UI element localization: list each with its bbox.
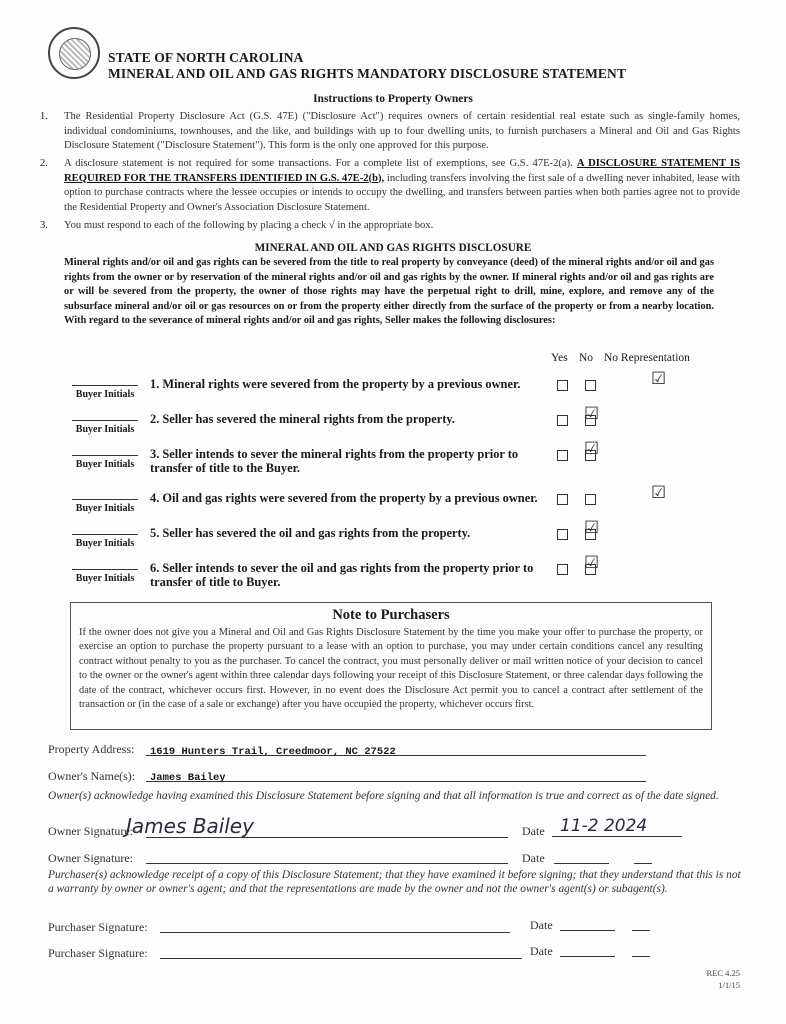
column-yes: Yes [551, 352, 568, 364]
owner-date-label: Date [522, 824, 545, 838]
owner-date-2-label: Date [522, 851, 545, 865]
form-title: MINERAL AND OIL AND GAS RIGHTS MANDATORY DISCLOSURE STATEMENT [108, 66, 626, 81]
purchaser-signature-label: Purchaser Signature: [48, 920, 148, 934]
checkbox-no[interactable] [585, 380, 596, 391]
owner-signature-field[interactable]: James Bailey [146, 822, 508, 838]
purchaser-date-2-label: Date [530, 944, 553, 958]
checkbox-yes[interactable] [557, 450, 568, 461]
checkbox-yes[interactable] [557, 380, 568, 391]
property-address-field[interactable]: 1619 Hunters Trail, Creedmoor, NC 27522 [146, 741, 646, 756]
buyer-initials-field[interactable]: Buyer Initials [72, 569, 138, 584]
instruction-1: 1. The Residential Property Disclosure Act (G.S. 47E) ("Disclosure Act") requires owners of certain residential real estate such as single-family homes, individual condominiums, townhouses, and the like, and buildings with up to four dwelling units, to furnish purchasers a Mineral and Oil and Gas Rights Disclosure Statement ("Disclosure Statement"). This form is the only one approved for this purpose. [40, 111, 740, 151]
checkbox-yes[interactable] [557, 494, 568, 505]
checkbox-yes[interactable] [557, 415, 568, 426]
property-address-label: Property Address: [48, 742, 135, 756]
buyer-initials-field[interactable]: Buyer Initials [72, 534, 138, 549]
note-to-purchasers-box [70, 602, 712, 730]
owner-signature-2-label: Owner Signature: [48, 851, 133, 865]
buyer-initials-field[interactable]: Buyer Initials [72, 385, 138, 400]
disclosure-heading: MINERAL AND OIL AND GAS RIGHTS DISCLOSURE [254, 242, 532, 254]
purchaser-date-label: Date [530, 918, 553, 932]
checkbox-yes[interactable] [557, 564, 568, 575]
owner-names-field[interactable]: James Bailey [146, 767, 646, 782]
purchaser-signature-2-field[interactable] [160, 945, 522, 959]
nc-real-estate-commission-seal-logo [48, 27, 100, 79]
checkmark-icon: ☑ [584, 439, 600, 459]
owner-year-2-field[interactable] [634, 850, 652, 864]
owner-date-field[interactable]: 11-2 2024 [552, 816, 682, 837]
checkbox-no[interactable] [585, 494, 596, 505]
owner-acknowledgement: Owner(s) acknowledge having examined this Disclosure Statement before signing and that all information is true and correct as of the date signed. [48, 790, 719, 802]
owner-signature-2-field[interactable] [146, 850, 508, 864]
column-no-representation: No Representation [604, 352, 690, 364]
note-text: If the owner does not give you a Mineral and Oil and Gas Rights Disclosure Statement by the time you make your offer to purchase the property, or exercise an option to purchase the property pursuant to a lease with an option to purchase, you may under certain conditions cancel any resulting contract without penalty to you as the purchaser. To cancel the contract, you must personally deliver or mail written notice of your decision to cancel to the owner or the owner's agent within three calendar days following your receipt of this Disclosure Statement, or three calendar days following the date of the contract, whichever occurs first. However, in no event does the Disclosure Act permit you to cancel a contract after settlement of the transaction or (in the case of a sale or exchange) after you have occupied the property, whichever occurs first. [79, 627, 703, 711]
note-heading: Note to Purchasers [332, 607, 450, 623]
question-6: 6. Seller intends to sever the oil and gas rights from the property prior to transfer of title to Buyer. [150, 561, 534, 589]
buyer-initials-field[interactable]: Buyer Initials [72, 499, 138, 514]
form-date: 1/1/15 [718, 980, 740, 990]
purchaser-year-field[interactable] [632, 917, 650, 931]
column-no: No [579, 352, 594, 364]
purchaser-year-2-field[interactable] [632, 943, 650, 957]
question-5: 5. Seller has severed the oil and gas rights from the property. [150, 526, 471, 540]
purchaser-signature-field[interactable] [160, 919, 510, 933]
question-3: 3. Seller intends to sever the mineral rights from the property prior to transfer of title to the Buyer. [150, 447, 519, 475]
instruction-3: 3. You must respond to each of the following by placing a check √ in the appropriate box. [40, 220, 434, 231]
purchaser-date-2-field[interactable] [560, 943, 615, 957]
purchaser-date-field[interactable] [560, 917, 615, 931]
instruction-2: 2. A disclosure statement is not required for some transactions. For a complete list of exemptions, see G.S. 47E-2(a). A DISCLOSURE STATEMENT IS REQUIRED FOR THE TRANSFERS IDENTIFIED IN G.S. 47E-2(b), including transfers involving the first sale of a dwelling never inhabited, lease with option to purchase contracts where the lessee occupies or intends to occupy the dwelling, and transfers between parties when both parties agree not to provide the Residential Property and Owner's Association Disclosure Statement. [40, 158, 740, 213]
question-2: 2. Seller has severed the mineral rights from the property. [150, 412, 456, 426]
instructions-heading: Instructions to Property Owners [313, 93, 473, 105]
owner-names-label: Owner's Name(s): [48, 769, 136, 783]
checkmark-icon: ☑ [651, 369, 667, 389]
checkmark-icon: ☑ [651, 483, 667, 503]
purchaser-signature-2-label: Purchaser Signature: [48, 946, 148, 960]
owner-date-2-field[interactable] [554, 850, 609, 864]
purchaser-acknowledgement: Purchaser(s) acknowledge receipt of a copy of this Disclosure Statement; that they have examined it before signing; that they understand that this is not a warranty by owner or owner's agent; and that the representations are made by the owner and not the owner's agent(s) or subagent(s). [48, 869, 741, 895]
buyer-initials-field[interactable]: Buyer Initials [72, 455, 138, 470]
disclosure-paragraph: Mineral rights and/or oil and gas rights can be severed from the title to real property by conveyance (deed) of the mineral rights and/or oil and gas rights from the owner or by reservation of the mineral rights and/or oil and gas rights by the owner. If mineral rights and/or oil and gas rights are or will be severed from the property, the owner of those rights may have the perpetual right to drill, mine, explore, and remove any of the subsurface mineral and/or oil or gas resources on or from the property either directly from the surface of the property or from a nearby location. With regard to the severance of mineral rights and/or oil and gas rights, Seller makes the following disclosures: [64, 257, 714, 327]
checkmark-icon: ☑ [584, 553, 600, 573]
checkmark-icon: ☑ [584, 404, 600, 424]
owner-signature-label: Owner Signature: [48, 824, 133, 838]
buyer-initials-field[interactable]: Buyer Initials [72, 420, 138, 435]
checkmark-icon: ☑ [584, 518, 600, 538]
checkbox-yes[interactable] [557, 529, 568, 540]
question-1: 1. Mineral rights were severed from the property by a previous owner. [150, 377, 521, 391]
form-state-title: STATE OF NORTH CAROLINA [108, 50, 304, 65]
form-code: REC 4.25 [706, 968, 740, 978]
question-4: 4. Oil and gas rights were severed from the property by a previous owner. [150, 491, 538, 505]
